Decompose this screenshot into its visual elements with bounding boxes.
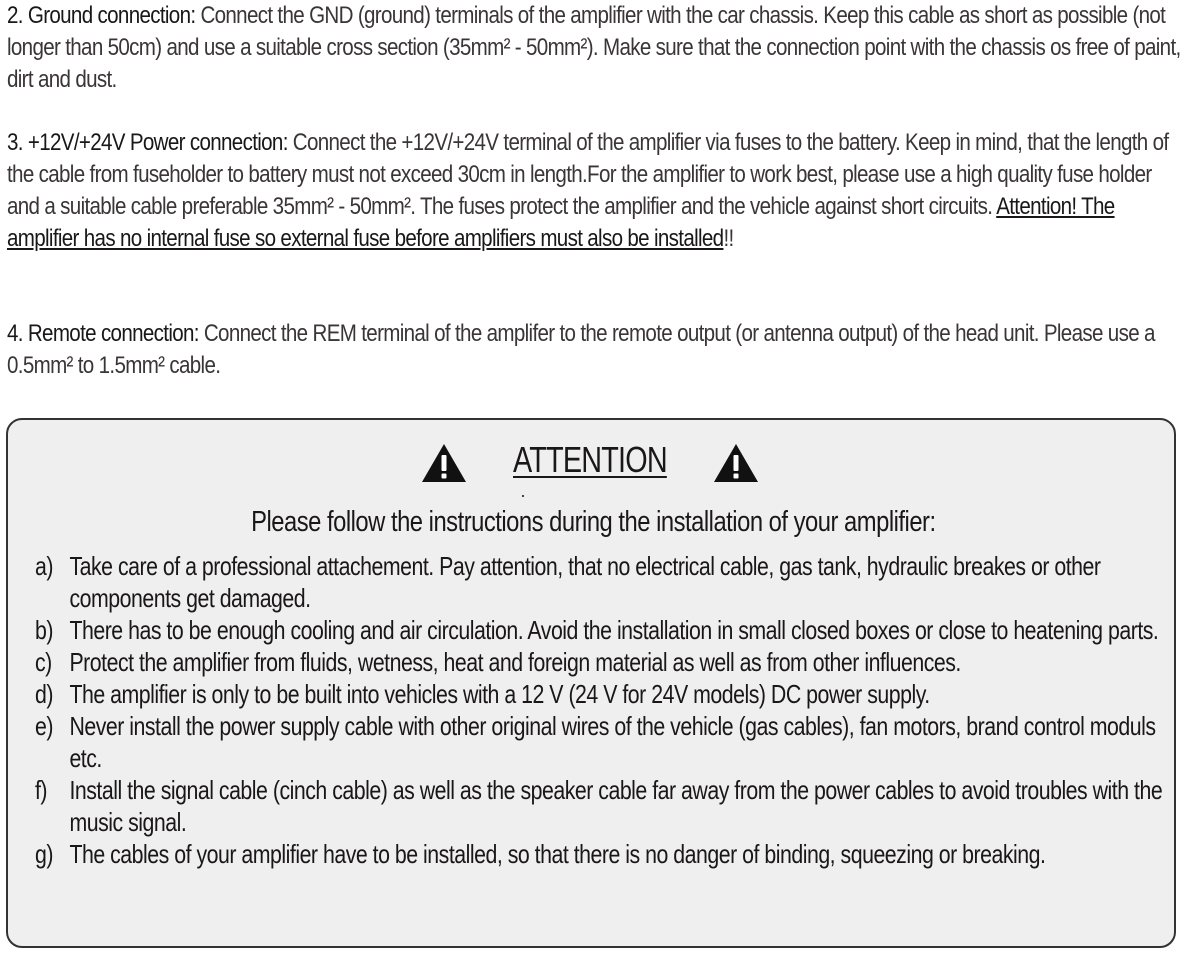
list-item-text: Take care of a professional attachement. Pay attention, that no electrical cable, gas tank, hydraulic breakes or other components get damaged. bbox=[69, 551, 1101, 613]
power-connection-paragraph bbox=[7, 127, 1183, 255]
fuse-warning-text: Attention! The amplifier has no internal fuse so external fuse before amplifiers must also be installed bbox=[7, 193, 1115, 252]
instruction-list bbox=[35, 550, 1183, 870]
attention-subtitle bbox=[8, 504, 1178, 540]
list-item bbox=[35, 550, 1183, 614]
list-marker: g) bbox=[35, 839, 53, 869]
power-connection-heading: 3. +12V/+24V Power connection: bbox=[7, 129, 288, 156]
list-item bbox=[35, 646, 1183, 678]
list-item-text: Protect the amplifier from fluids, wetness, heat and foreign material as well as from other influences. bbox=[69, 647, 961, 677]
ground-connection-paragraph bbox=[7, 0, 1183, 96]
remote-connection-heading: 4. Remote connection: bbox=[7, 320, 199, 347]
attention-title: ATTENTION bbox=[513, 439, 667, 480]
list-marker: d) bbox=[35, 679, 53, 709]
list-marker: e) bbox=[35, 711, 53, 741]
warning-triangle-icon bbox=[712, 442, 760, 484]
list-item bbox=[35, 710, 1183, 774]
list-item bbox=[35, 614, 1183, 646]
ground-connection-heading: 2. Ground connection: bbox=[7, 2, 196, 29]
remote-connection-paragraph bbox=[7, 318, 1183, 382]
attention-header bbox=[8, 438, 1178, 482]
attention-box bbox=[6, 418, 1176, 948]
list-item bbox=[35, 774, 1183, 838]
list-marker: f) bbox=[35, 775, 48, 805]
ground-connection-text: Connect the GND (ground) terminals of the amplifier with the car chassis. Keep this cable as short as possible (not longer than 50cm) and use a suitable cross section (35mm² - 50mm²). Make sure that the connection point with the chassis os free of paint, dirt and dust. bbox=[7, 2, 1181, 93]
warning-triangle-icon bbox=[420, 442, 468, 484]
fuse-warning-end: !! bbox=[723, 225, 734, 252]
power-connection-text: Connect the +12V/+24V terminal of the amplifier via fuses to the battery. Keep in mind, that the length of the cable from fuseholder to battery must not exceed 30cm in length.For the amplifier to work best, please use a high quality fuse holder and a suitable cable preferable 35mm² - 50mm². The fuses protect the amplifier and the vehicle against short circuits. bbox=[7, 129, 1169, 220]
stray-dot bbox=[522, 495, 524, 497]
remote-connection-text: Connect the REM terminal of the amplifer to the remote output (or antenna output) of the head unit. Please use a 0.5mm² to 1.5mm² cable. bbox=[7, 320, 1155, 379]
list-item-text: The amplifier is only to be built into vehicles with a 12 V (24 V for 24V models) DC power supply. bbox=[69, 679, 930, 709]
list-item-text: The cables of your amplifier have to be installed, so that there is no danger of binding, squeezing or breaking. bbox=[69, 839, 1046, 869]
list-item-text: Never install the power supply cable with other original wires of the vehicle (gas cables), fan motors, brand control moduls etc. bbox=[69, 711, 1156, 773]
list-item-text: There has to be enough cooling and air circulation. Avoid the installation in small closed boxes or close to heatening parts. bbox=[69, 615, 1159, 645]
list-marker: c) bbox=[35, 647, 52, 677]
list-item bbox=[35, 838, 1183, 870]
list-marker: b) bbox=[35, 615, 53, 645]
list-item-text: Install the signal cable (cinch cable) as well as the speaker cable far away from the power cables to avoid troubles with the music signal. bbox=[69, 775, 1163, 837]
list-item bbox=[35, 678, 1183, 710]
list-marker: a) bbox=[35, 551, 53, 581]
attention-subtitle-text: Please follow the instructions during the installation of your amplifier: bbox=[250, 506, 936, 538]
